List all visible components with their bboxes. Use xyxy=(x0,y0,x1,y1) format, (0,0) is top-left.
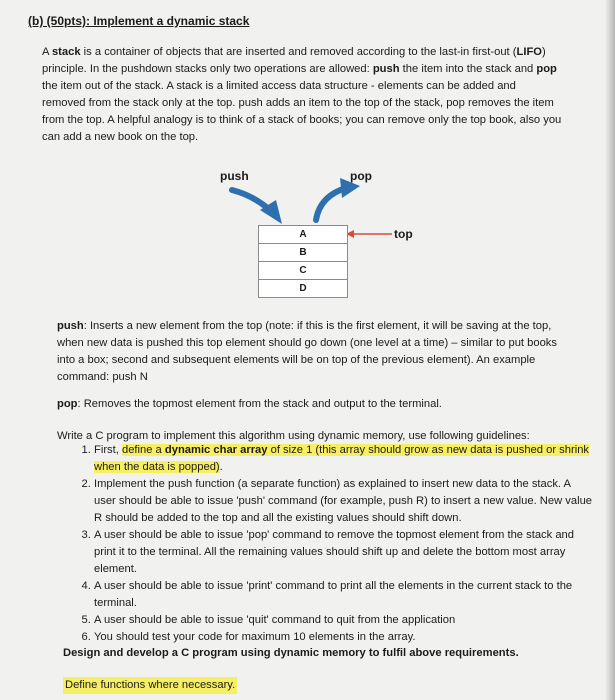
design-instruction: Design and develop a C program using dynamic memory to fulfil above requirements. xyxy=(63,647,519,659)
intro-paragraph xyxy=(42,44,562,146)
intro-text: A xyxy=(42,46,52,58)
guideline-item: 3. A user should be able to issue 'pop' command to remove the topmost element from the stack and print it to the terminal. All the remaining values should shift up and delete the bottom most array element. xyxy=(94,527,594,578)
push-term: push xyxy=(57,320,84,332)
guideline-item: 2. Implement the push function (a separate function) as explained to insert new data to the stack. A user should be able to issue 'push' command (for example, push R) to insert a new value. New value R should be added to the top and all the existing values should shift down. xyxy=(94,476,594,527)
push-label: push xyxy=(220,169,249,183)
guideline-text: . xyxy=(219,461,223,473)
stack-cell: A xyxy=(258,225,348,244)
guidelines-lead: Write a C program to implement this algorithm using dynamic memory, use following guidelines: xyxy=(57,430,530,442)
intro-bold-pop: pop xyxy=(536,63,557,75)
stack-cell: D xyxy=(258,279,348,298)
guideline-item: 6. You should test your code for maximum 10 elements in the array. xyxy=(94,629,594,646)
guideline-text: First, xyxy=(94,444,122,456)
intro-bold-push: push xyxy=(372,63,400,75)
guideline-item xyxy=(94,442,594,476)
page-shadow xyxy=(605,0,615,700)
intro-bold-lifo: LIFO xyxy=(516,46,542,58)
top-label: top xyxy=(394,227,413,241)
stack-diagram xyxy=(200,168,460,308)
intro-bold-stack: stack xyxy=(51,46,81,58)
intro-text: the item into the stack and xyxy=(399,63,537,75)
pop-description xyxy=(57,396,557,413)
pop-arrowhead xyxy=(340,178,360,198)
stack-cell: B xyxy=(258,243,348,262)
highlight-bold: dynamic char array xyxy=(164,444,268,456)
highlight xyxy=(94,444,589,473)
guideline-item: 5. A user should be able to issue 'quit' command to quit from the application xyxy=(94,612,594,629)
pop-term: pop xyxy=(57,398,78,410)
intro-text: is a container of objects that are inserted and removed according to the last-in first-out ( xyxy=(80,46,517,58)
push-text: : Inserts a new element from the top (note: if this is the first element, it will be saving at the top, when new data is pushed this top element should go down (one level at a time) – similar to put books into a box; second and subsequent elements will be on top of the previous element). An example command: push N xyxy=(57,320,557,383)
highlight-text: of size 1 (this array should grow as new data is pushed or shrink when the data is popped) xyxy=(94,444,590,473)
define-functions-note: Define functions where necessary. xyxy=(63,677,237,694)
section-heading: (b) (50pts): Implement a dynamic stack xyxy=(28,14,250,28)
stack-cell: C xyxy=(258,261,348,280)
highlight-text: define a xyxy=(121,444,165,456)
pop-text: : Removes the topmost element from the stack and output to the terminal. xyxy=(77,398,442,410)
guidelines-list xyxy=(57,442,594,646)
guideline-item: 4. A user should be able to issue 'print' command to print all the elements in the current stack to the terminal. xyxy=(94,578,594,612)
push-description xyxy=(57,318,557,386)
intro-text: the item out of the stack. A stack is a limited access data structure - elements can be added and removed from the stack only at the top. push adds an item to the top of the stack, pop removes the item from the top. A helpful analogy is to think of a stack of books; you can remove only the top book, also you can add a new book on the top. xyxy=(42,80,562,143)
pop-label: pop xyxy=(350,169,372,183)
intro-text: ) principle. In the pushdown stacks only two operations are allowed: xyxy=(42,46,546,75)
